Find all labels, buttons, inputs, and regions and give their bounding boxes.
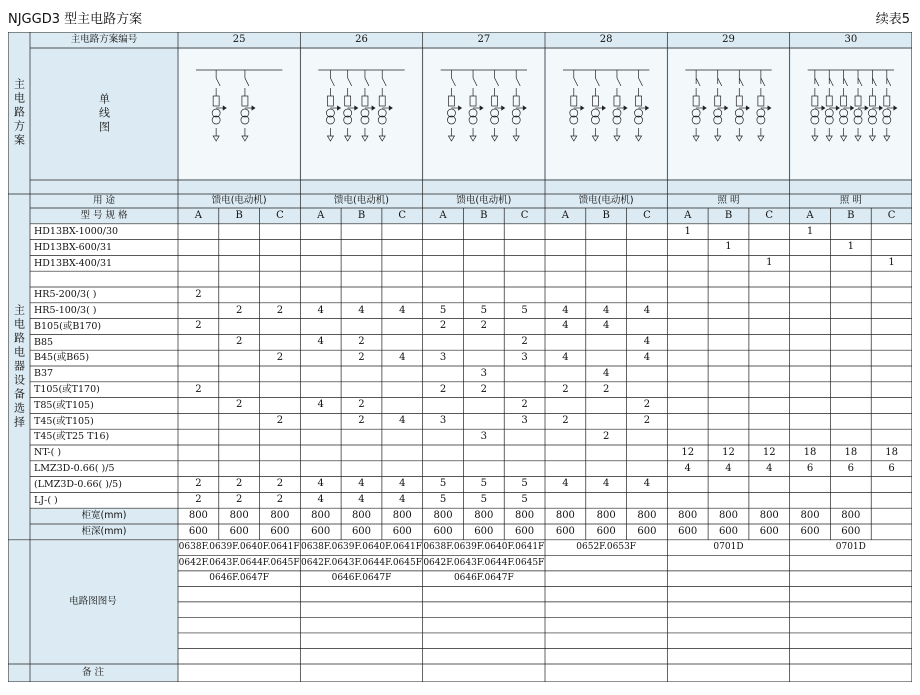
usage-value: 馈电(电动机): [578, 195, 634, 207]
quantity-cell: 5: [439, 304, 447, 316]
spec-name: HD13BX-600/31: [34, 241, 113, 253]
quantity-cell: 2: [643, 399, 651, 411]
quantity-cell: 4: [562, 352, 569, 364]
quantity-cell: 4: [317, 494, 324, 506]
subcol-label: C: [643, 209, 651, 221]
quantity-cell: 2: [235, 478, 243, 490]
quantity-cell: 4: [602, 320, 610, 332]
side-label-equipment: 主电路电器设备选择: [12, 303, 26, 430]
spec-name: T105(或T170): [34, 383, 100, 395]
depth-cell: 600: [311, 525, 331, 537]
quantity-cell: 6: [888, 462, 895, 474]
quantity-cell: 12: [681, 446, 695, 458]
depth-cell: 600: [351, 525, 372, 537]
quantity-cell: 2: [276, 304, 284, 316]
quantity-cell: 4: [643, 352, 651, 364]
quantity-cell: 2: [276, 352, 284, 364]
width-cell: 800: [270, 510, 290, 522]
subcol-label: A: [684, 209, 692, 221]
spec-name: HD13BX-1000/30: [34, 225, 119, 237]
depth-cell: 600: [229, 525, 249, 537]
quantity-cell: 2: [358, 352, 365, 364]
spec-name: B37: [34, 368, 54, 380]
usage-value: 照 明: [717, 195, 740, 207]
spec-name: (LMZ3D-0.66( )/5): [34, 478, 122, 490]
depth-cell: 600: [270, 525, 290, 537]
quantity-cell: 4: [562, 320, 569, 332]
quantity-cell: 3: [439, 415, 447, 427]
quantity-cell: 2: [235, 399, 243, 411]
depth-cell: 600: [474, 525, 494, 537]
width-cell: 800: [474, 510, 494, 522]
width-label: 柜宽(mm): [81, 510, 127, 522]
quantity-cell: 4: [602, 367, 610, 379]
quantity-cell: 4: [399, 352, 406, 364]
quantity-cell: 2: [521, 336, 528, 348]
diagram-number: 0642F.0643F.0644F.0645F: [178, 557, 300, 568]
quantity-cell: 1: [766, 257, 773, 269]
quantity-cell: 2: [480, 320, 487, 332]
depth-cell: 600: [841, 525, 861, 537]
width-cell: 800: [800, 510, 820, 522]
spec-name: T45(或T105): [34, 415, 94, 427]
subcol-label: B: [724, 209, 733, 221]
quantity-cell: 18: [885, 446, 898, 458]
diagram-number: 0646F.0647F: [331, 573, 392, 584]
quantity-cell: 4: [317, 304, 324, 316]
spec-name: NT-( ): [34, 447, 62, 459]
quantity-cell: 5: [439, 494, 447, 506]
diagram-number: 0642F.0643F.0644F.0645F: [301, 557, 422, 568]
scheme-label: 主电路方案编号: [70, 34, 138, 46]
subcol-label: B: [480, 209, 488, 221]
quantity-cell: 2: [195, 288, 202, 300]
quantity-cell: 4: [358, 494, 365, 506]
single-line-label: 单线图: [97, 93, 111, 135]
quantity-cell: 4: [602, 478, 610, 490]
quantity-cell: 1: [806, 225, 814, 237]
depth-cell: 600: [188, 525, 208, 537]
quantity-cell: 4: [643, 478, 651, 490]
quantity-cell: 4: [562, 478, 569, 490]
usage-value: 照 明: [839, 195, 862, 207]
usage-value: 馈电(电动机): [211, 195, 267, 207]
quantity-cell: 18: [844, 446, 858, 458]
quantity-cell: 2: [276, 478, 284, 490]
quantity-cell: 4: [399, 304, 406, 316]
diagram-number: 0638F.0639F.0640F.0641F: [423, 542, 545, 553]
quantity-cell: 2: [276, 494, 284, 506]
quantity-cell: 2: [480, 383, 487, 395]
diagram-number: 0646F.0647F: [209, 573, 270, 584]
subcol-label: C: [398, 209, 407, 221]
width-cell: 800: [229, 510, 249, 522]
depth-cell: 600: [433, 525, 453, 537]
width-cell: 800: [351, 510, 372, 522]
subcol-label: A: [561, 209, 569, 221]
spec-name: B105(或B170): [34, 320, 102, 332]
quantity-cell: 4: [317, 478, 324, 490]
quantity-cell: 4: [725, 462, 732, 474]
scheme-table: [8, 32, 912, 682]
quantity-cell: 2: [195, 320, 202, 332]
quantity-cell: 2: [235, 336, 243, 348]
spec-name: [30, 271, 182, 287]
quantity-cell: 12: [722, 446, 735, 458]
remark-label: 备 注: [81, 667, 105, 679]
depth-cell: 600: [637, 525, 657, 537]
spec-name: LMZ3D-0.66( )/5: [34, 462, 115, 474]
width-cell: 800: [718, 510, 739, 522]
quantity-cell: 5: [521, 304, 528, 316]
width-cell: 800: [433, 510, 453, 522]
quantity-cell: 5: [521, 478, 528, 490]
width-cell: 800: [841, 510, 861, 522]
quantity-cell: 2: [602, 431, 610, 443]
quantity-cell: 5: [480, 478, 487, 490]
quantity-cell: 2: [358, 415, 365, 427]
depth-cell: 600: [759, 525, 779, 537]
subcol-label: B: [847, 209, 855, 221]
depth-label: 柜深(mm): [81, 526, 127, 538]
quantity-cell: 4: [399, 494, 406, 506]
quantity-cell: 2: [276, 415, 284, 427]
width-cell: 800: [515, 510, 535, 522]
subcol-label: B: [602, 209, 610, 221]
width-cell: 800: [311, 510, 331, 522]
quantity-cell: 18: [803, 446, 817, 458]
diagram-number: 0646F.0647F: [453, 573, 514, 584]
subcol-label: B: [357, 209, 366, 221]
quantity-cell: 3: [439, 352, 447, 364]
quantity-cell: 5: [521, 494, 528, 506]
quantity-cell: 4: [358, 478, 365, 490]
diagram-number: 0701D: [835, 542, 866, 553]
spec-name: T45(或T25 T16): [34, 431, 110, 443]
quantity-cell: 3: [521, 352, 528, 364]
width-cell: 800: [392, 510, 412, 522]
width-cell: 800: [759, 510, 779, 522]
width-cell: 800: [188, 510, 208, 522]
width-cell: 800: [637, 510, 657, 522]
quantity-cell: 3: [480, 367, 487, 379]
quantity-cell: 1: [888, 257, 895, 269]
quantity-cell: 4: [399, 415, 406, 427]
quantity-cell: 2: [195, 494, 202, 506]
quantity-cell: 4: [399, 478, 406, 490]
quantity-cell: 2: [602, 383, 610, 395]
scheme-number: 25: [232, 34, 246, 45]
quantity-cell: 2: [643, 415, 651, 427]
subcol-label: A: [194, 209, 202, 221]
quantity-cell: 2: [439, 320, 447, 332]
quantity-cell: 4: [562, 304, 569, 316]
spec-name: B45(或B65): [34, 352, 90, 364]
usage-value: 馈电(电动机): [456, 195, 512, 207]
depth-cell: 600: [515, 525, 535, 537]
width-cell: 800: [555, 510, 575, 522]
quantity-cell: 4: [643, 304, 651, 316]
quantity-cell: 4: [317, 336, 324, 348]
quantity-cell: 4: [317, 399, 324, 411]
spec-header: 型 号 规 格: [80, 210, 128, 222]
depth-cell: 600: [555, 525, 575, 537]
width-cell: 800: [596, 510, 616, 522]
depth-cell: 600: [392, 525, 412, 537]
subcol-label: A: [317, 209, 325, 221]
side-label-scheme: 主电路方案: [12, 78, 26, 148]
diagram-number: 0652F.0653F: [576, 542, 637, 553]
subcol-label: C: [887, 209, 896, 221]
continued-label: 续表5: [875, 12, 910, 27]
quantity-cell: 4: [602, 304, 610, 316]
spec-name: LJ-( ): [34, 494, 58, 506]
quantity-cell: 1: [725, 241, 732, 253]
quantity-cell: 6: [806, 462, 814, 474]
scheme-number: 29: [722, 34, 735, 45]
width-cell: 800: [678, 510, 698, 522]
quantity-cell: 2: [195, 478, 202, 490]
depth-cell: 600: [800, 525, 820, 537]
diagram-number: 0638F.0639F.0640F.0641F: [178, 542, 300, 553]
subcol-label: C: [276, 209, 284, 221]
diagram-number: 0642F.0643F.0644F.0645F: [423, 557, 545, 568]
quantity-cell: 2: [358, 336, 365, 348]
diagram-number: 0638F.0639F.0640F.0641F: [301, 542, 422, 553]
quantity-cell: 1: [847, 241, 854, 253]
quantity-cell: 3: [480, 431, 487, 443]
scheme-number: 27: [477, 34, 491, 45]
subcol-label: C: [520, 209, 529, 221]
quantity-cell: 3: [521, 415, 528, 427]
scheme-number: 30: [844, 34, 858, 45]
depth-cell: 600: [678, 525, 698, 537]
quantity-cell: 5: [480, 494, 487, 506]
subcol-label: A: [806, 209, 814, 221]
quantity-cell: 2: [439, 383, 447, 395]
quantity-cell: 6: [847, 462, 854, 474]
depth-cell: 600: [596, 525, 616, 537]
usage-value: 馈电(电动机): [334, 195, 389, 207]
spec-name: HD13BX-400/31: [34, 257, 113, 269]
scheme-number: 26: [355, 34, 368, 45]
spec-name: HR5-200/3( ): [34, 289, 97, 301]
quantity-cell: 4: [643, 336, 651, 348]
usage-label: 用 途: [92, 195, 116, 207]
subcol-label: C: [765, 209, 774, 221]
subcol-label: A: [439, 209, 447, 221]
quantity-cell: 5: [480, 304, 487, 316]
quantity-cell: 12: [762, 446, 776, 458]
spec-name: B85: [34, 336, 54, 348]
quantity-cell: 2: [521, 399, 528, 411]
quantity-cell: 2: [562, 383, 569, 395]
page-title: NJGGD3 型主电路方案: [8, 12, 143, 27]
spec-name: T85(或T105): [34, 399, 94, 411]
quantity-cell: 2: [195, 383, 202, 395]
diagram-number: 0701D: [713, 542, 744, 553]
quantity-cell: 1: [684, 225, 691, 237]
scheme-number: 28: [599, 34, 613, 45]
depth-cell: 600: [718, 525, 739, 537]
quantity-cell: 4: [358, 304, 365, 316]
quantity-cell: 4: [766, 462, 773, 474]
diagram-label: 电路图图号: [69, 596, 117, 608]
quantity-cell: 2: [235, 304, 243, 316]
quantity-cell: 5: [439, 478, 447, 490]
subcol-label: B: [235, 209, 243, 221]
quantity-cell: 2: [358, 399, 365, 411]
quantity-cell: 2: [562, 415, 569, 427]
spec-name: HR5-100/3( ): [34, 304, 97, 316]
quantity-cell: 2: [235, 494, 243, 506]
quantity-cell: 4: [684, 462, 691, 474]
